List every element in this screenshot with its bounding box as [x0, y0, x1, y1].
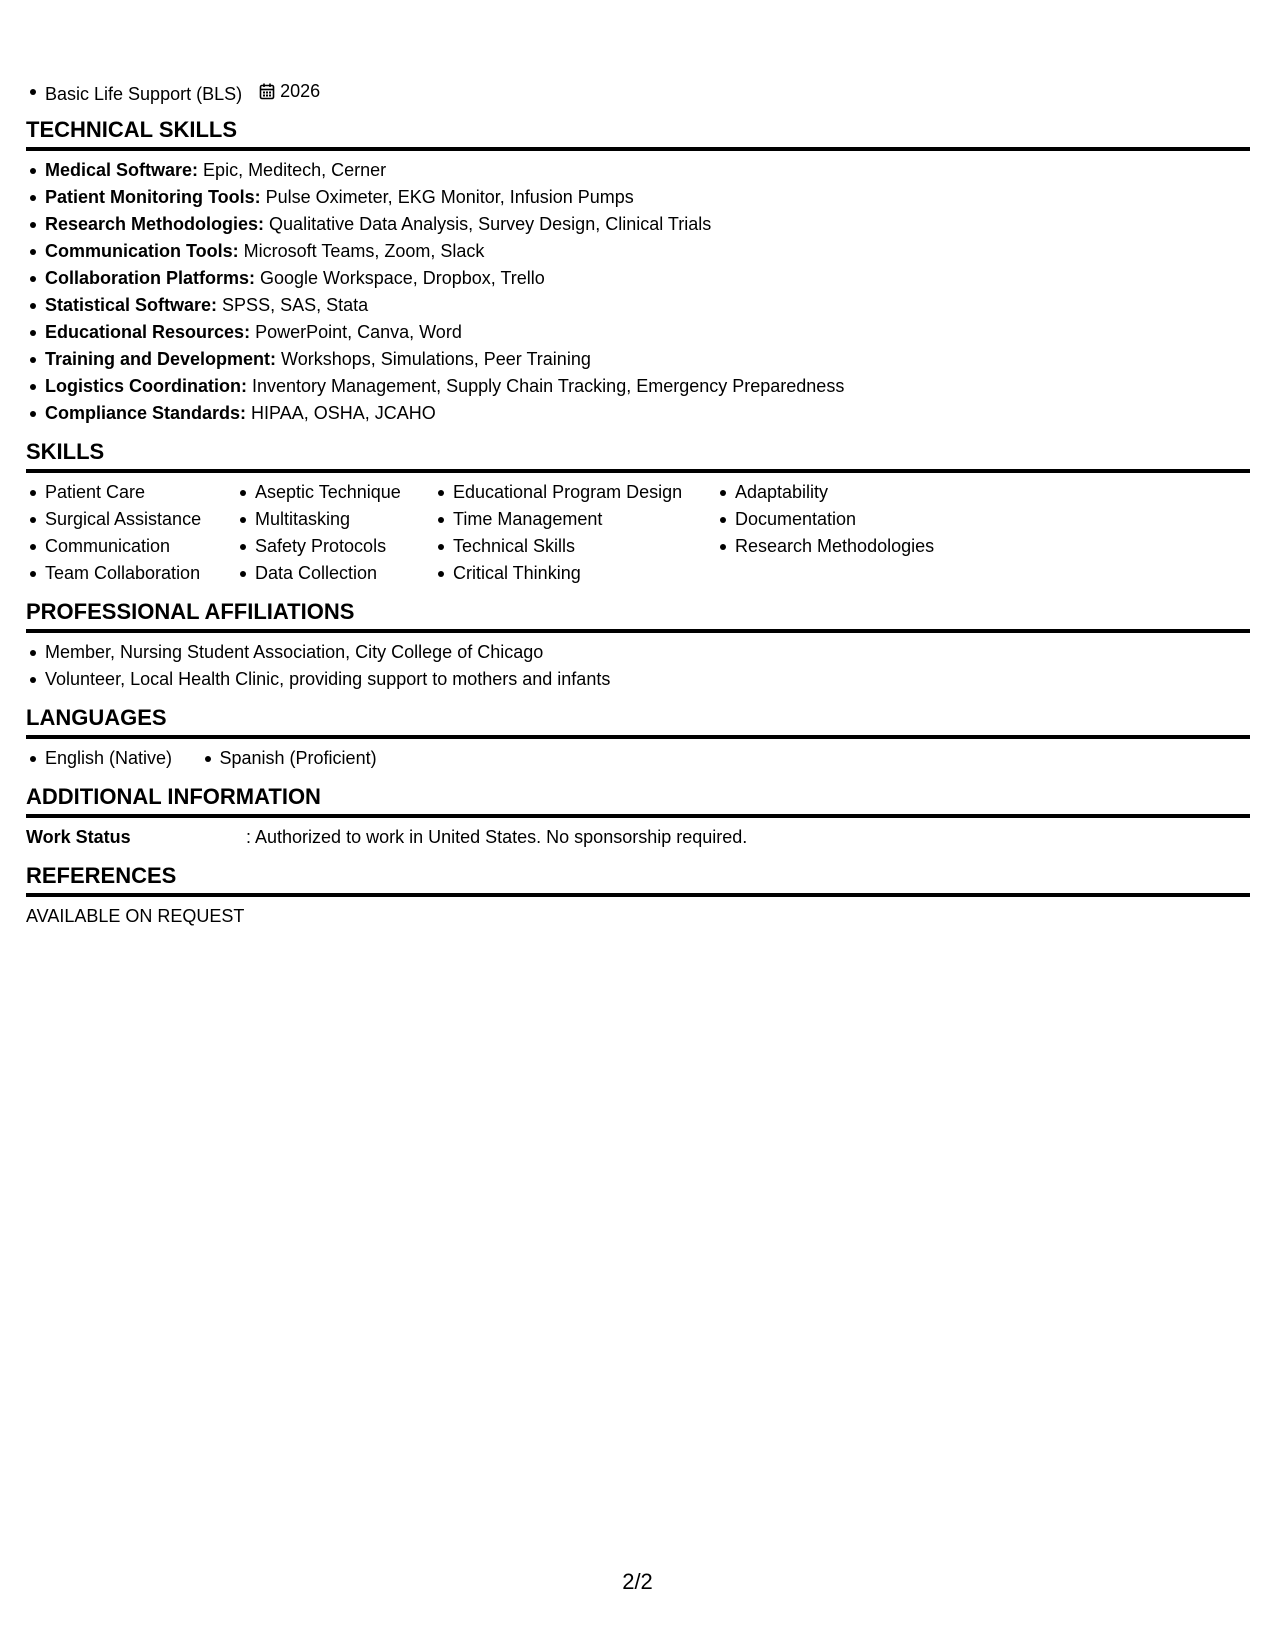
skills-column [434, 479, 716, 587]
list-item: Aseptic Technique [236, 479, 434, 506]
skills-grid [26, 479, 1250, 587]
list-item: English (Native) [26, 745, 172, 772]
list-item: Educational Program Design [434, 479, 716, 506]
list-item [26, 346, 1250, 373]
list-item: Volunteer, Local Health Clinic, providing support to mothers and infants [26, 666, 1250, 693]
skill-value: Workshops, Simulations, Peer Training [276, 349, 591, 369]
certification-date [259, 78, 320, 105]
section-title-technical-skills: TECHNICAL SKILLS [26, 117, 1250, 151]
list-item: Research Methodologies [716, 533, 1016, 560]
list-item [26, 211, 1250, 238]
skills-section [26, 439, 1250, 587]
list-item [26, 157, 1250, 184]
affiliations-list [26, 639, 1250, 693]
list-item: Spanish (Proficient) [201, 745, 377, 772]
skill-label: Medical Software: [45, 160, 199, 180]
list-item: Team Collaboration [26, 560, 236, 587]
section-title-languages: LANGUAGES [26, 705, 1250, 739]
references-section [26, 863, 1250, 930]
list-item [26, 265, 1250, 292]
technical-skills-list [26, 157, 1250, 427]
skill-label: Patient Monitoring Tools: [45, 187, 261, 207]
skill-value: Epic, Meditech, Cerner [198, 160, 387, 180]
list-item: Critical Thinking [434, 560, 716, 587]
skill-label: Research Methodologies: [45, 214, 265, 234]
list-item: Time Management [434, 506, 716, 533]
calendar-icon [259, 83, 275, 100]
skill-value: PowerPoint, Canva, Word [250, 322, 462, 342]
list-item: Patient Care [26, 479, 236, 506]
list-item: Adaptability [716, 479, 1016, 506]
list-item [26, 292, 1250, 319]
certification-name: Basic Life Support (BLS) [45, 84, 243, 104]
skills-column [26, 479, 236, 587]
affiliations-section [26, 599, 1250, 693]
list-item: Data Collection [236, 560, 434, 587]
section-title-additional-info: ADDITIONAL INFORMATION [26, 784, 1250, 818]
skill-label: Educational Resources: [45, 322, 251, 342]
certifications-list [26, 78, 1250, 105]
list-item: Documentation [716, 506, 1016, 533]
skill-value: SPSS, SAS, Stata [217, 295, 369, 315]
languages-section [26, 705, 1250, 772]
page-number: 2/2 [622, 1569, 653, 1594]
skill-value: Google Workspace, Dropbox, Trello [255, 268, 545, 288]
list-item: Communication [26, 533, 236, 560]
list-item: Multitasking [236, 506, 434, 533]
additional-info-section [26, 784, 1250, 851]
languages-list [26, 745, 401, 772]
certification-item [26, 78, 1250, 105]
skills-column [716, 479, 1016, 587]
certification-year: 2026 [280, 81, 321, 101]
list-item: Technical Skills [434, 533, 716, 560]
info-row [26, 824, 1250, 851]
info-value: : Authorized to work in United States. No sponsorship required. [246, 827, 748, 847]
list-item: Member, Nursing Student Association, City College of Chicago [26, 639, 1250, 666]
skill-value: Qualitative Data Analysis, Survey Design, Clinical Trials [264, 214, 712, 234]
references-text: AVAILABLE ON REQUEST [26, 906, 245, 926]
list-item [26, 400, 1250, 427]
skill-label: Statistical Software: [45, 295, 218, 315]
skill-label: Training and Development: [45, 349, 277, 369]
skills-column [236, 479, 434, 587]
skill-value: Pulse Oximeter, EKG Monitor, Infusion Pumps [260, 187, 634, 207]
skill-label: Collaboration Platforms: [45, 268, 256, 288]
list-item [26, 319, 1250, 346]
skill-value: Inventory Management, Supply Chain Tracking, Emergency Preparedness [247, 376, 845, 396]
list-item [26, 373, 1250, 400]
resume-page [26, 78, 1250, 930]
list-item: Safety Protocols [236, 533, 434, 560]
list-item [26, 184, 1250, 211]
section-title-affiliations: PROFESSIONAL AFFILIATIONS [26, 599, 1250, 633]
skill-label: Compliance Standards: [45, 403, 247, 423]
technical-skills-section [26, 117, 1250, 427]
section-title-skills: SKILLS [26, 439, 1250, 473]
skill-label: Logistics Coordination: [45, 376, 247, 396]
list-item: Surgical Assistance [26, 506, 236, 533]
skill-value: HIPAA, OSHA, JCAHO [246, 403, 436, 423]
info-key: Work Status [26, 827, 131, 847]
skill-value: Microsoft Teams, Zoom, Slack [238, 241, 485, 261]
section-title-references: REFERENCES [26, 863, 1250, 897]
list-item [26, 238, 1250, 265]
skill-label: Communication Tools: [45, 241, 239, 261]
